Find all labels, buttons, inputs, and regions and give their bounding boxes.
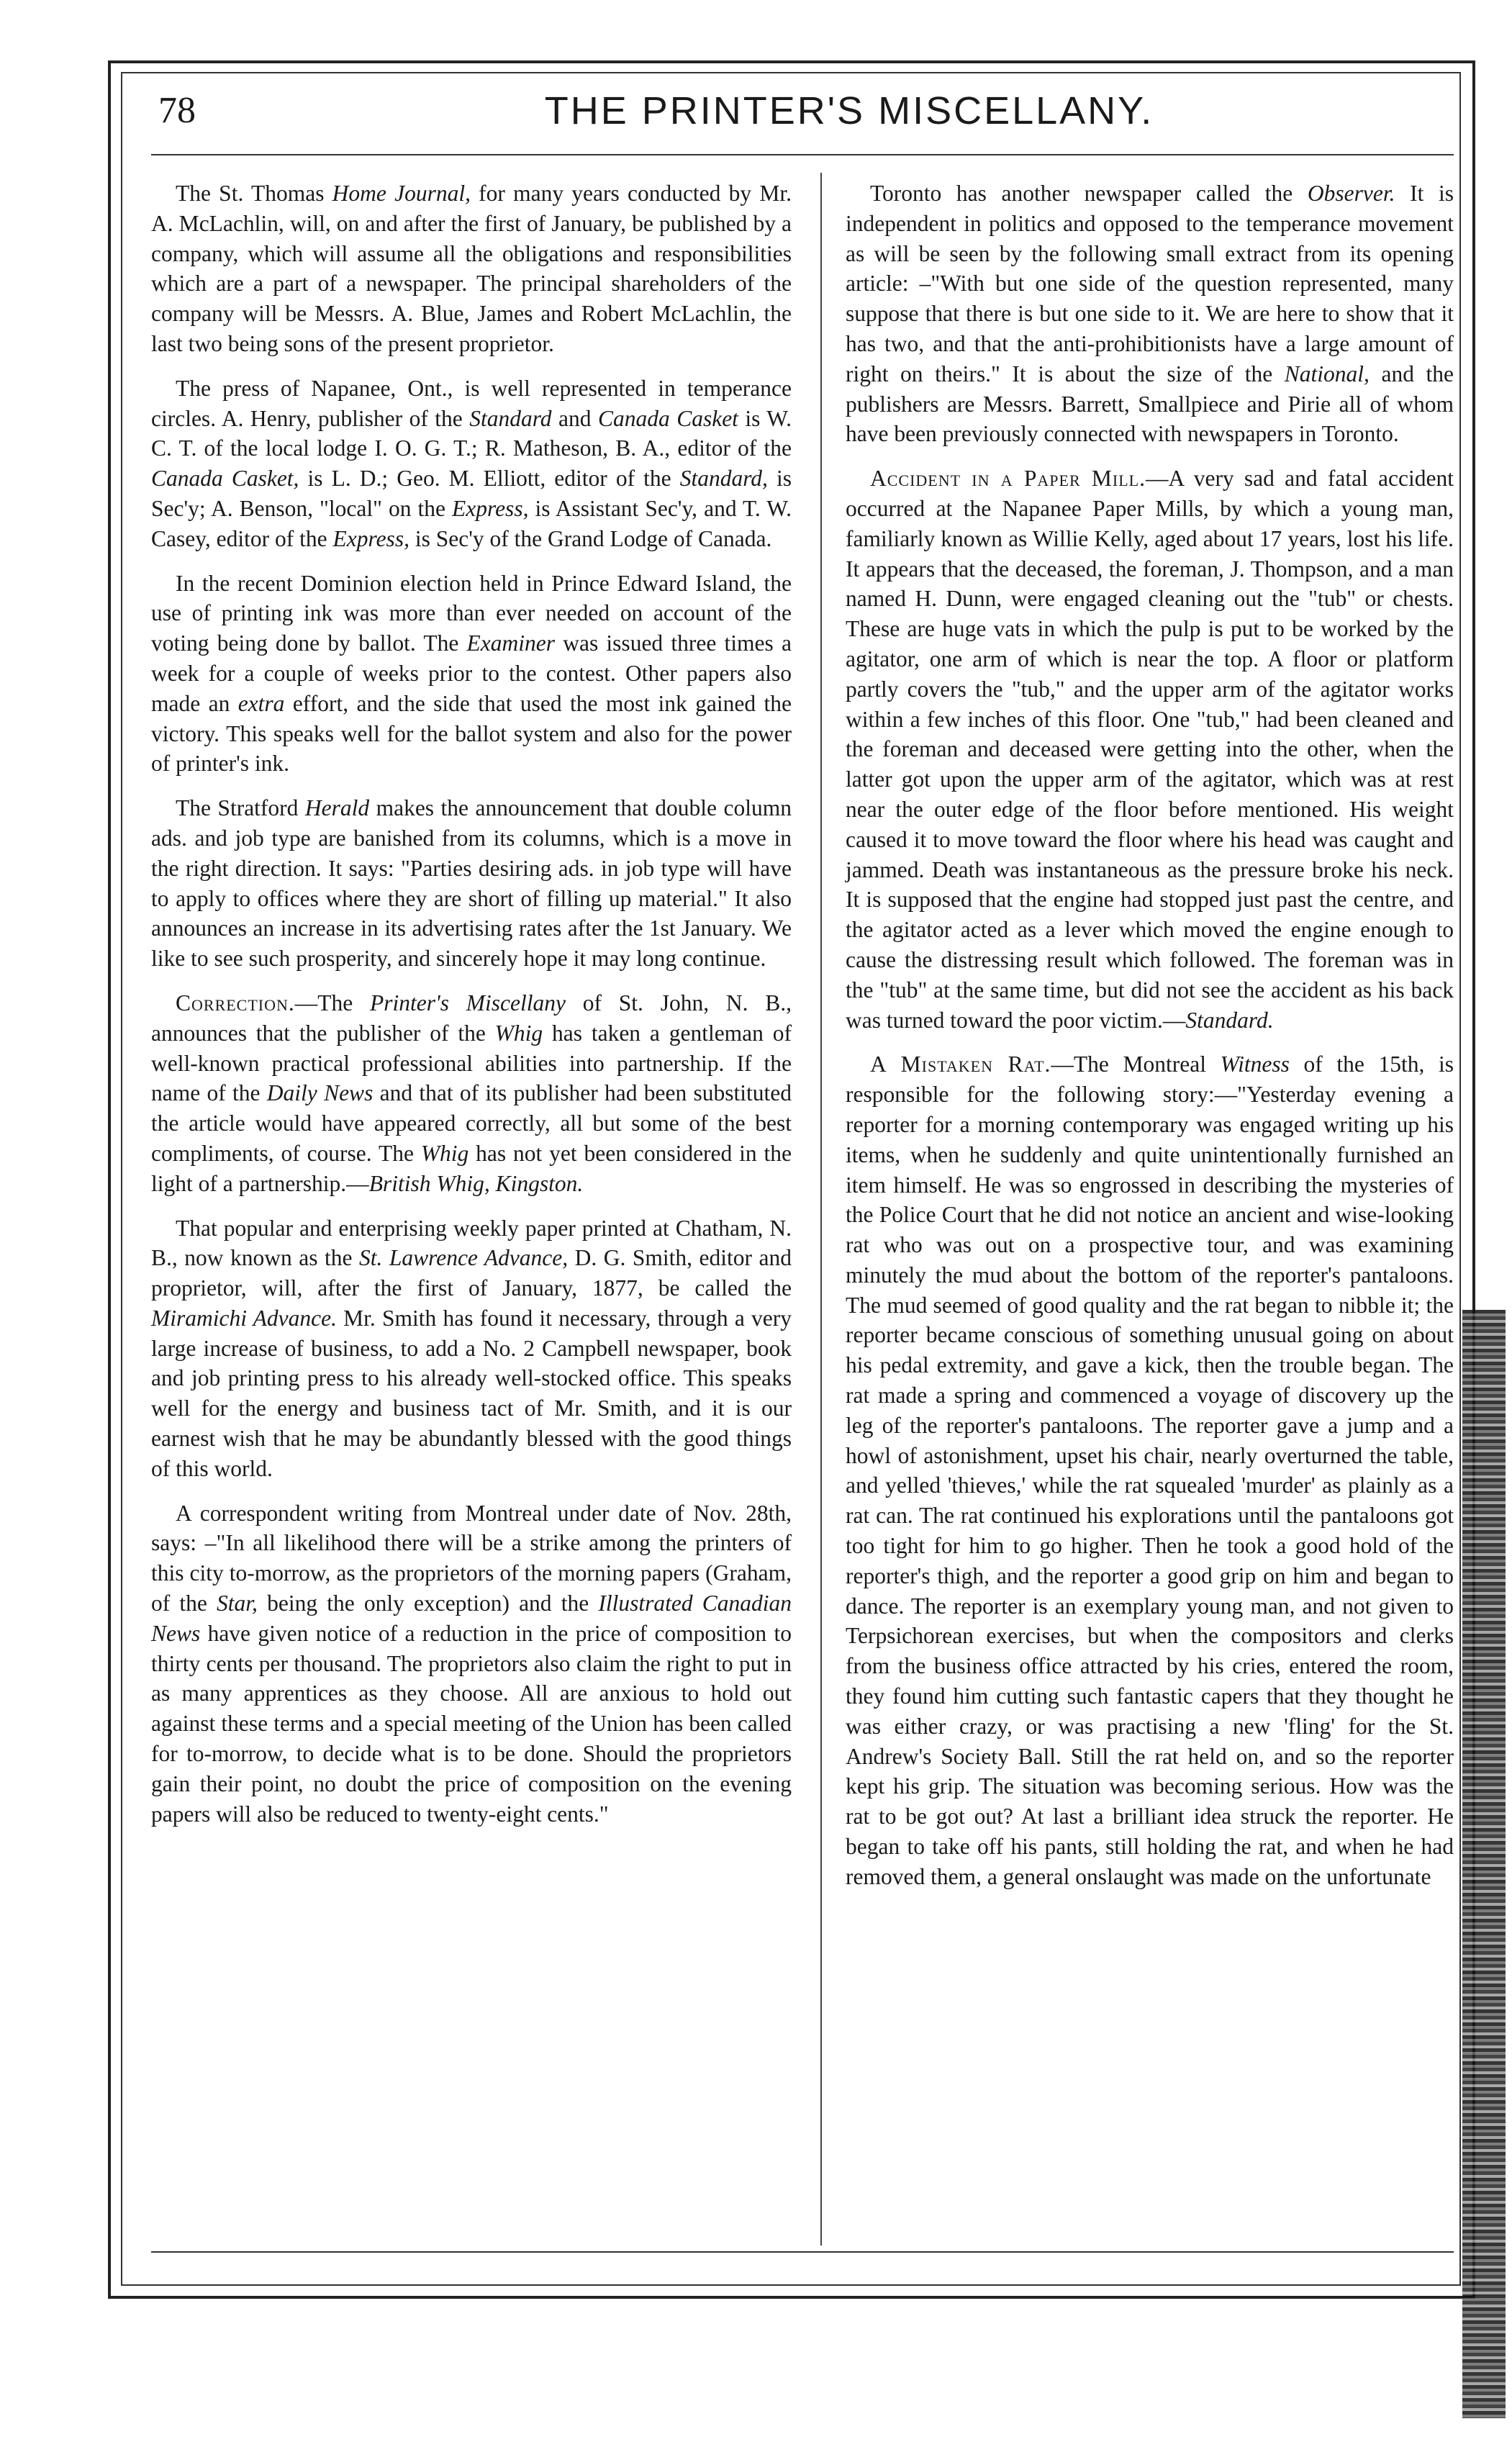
article-paragraph xyxy=(151,1498,792,1829)
text-run: Observer. xyxy=(1307,181,1395,206)
article-paragraph xyxy=(151,374,792,554)
text-run: Whig xyxy=(420,1140,469,1166)
page-number: 78 xyxy=(158,90,196,131)
text-run: Witness xyxy=(1220,1051,1290,1077)
text-run: Standard, xyxy=(679,466,768,492)
article-heading: Correction. xyxy=(176,990,295,1016)
text-run: of St. John, N. B., announces that the publisher of the xyxy=(151,990,792,1046)
text-run: and xyxy=(551,405,598,431)
article-heading: A Mistaken Rat. xyxy=(870,1051,1051,1077)
text-run: have given notice of a reduction in the price of composition to thirty cents per thousand. The proprietors also claim the right to put in as many apprentices as they choose. All are anxious to hold out against these terms and a special meeting of the Union has been called for to-morrow, to decide what is to be done. Should the proprietors gain their point, no doubt the price of composition on the evening papers will also be reduced to twenty-eight cents." xyxy=(151,1620,792,1827)
text-run: —A very sad and fatal accident occurred at the Napanee Paper Mills, by which a young man, familiarly known as Willie Kelly, aged about 17 years, lost his life. It appears that the deceased, the foreman, J. Thompson, and a man named H. Dunn, were engaged cleaning out the "tub" or chests. These are huge vats in which the pulp is put to be worked by the agitator, one arm of which is near the top. A floor or platform partly covers the "tub," and the upper arm of the agitator works within a few inches of this floor. One "tub," had been cleaned and the foreman and deceased were getting into the other, when the latter got upon the upper arm of the agitator, which was at rest near the outer edge of the floor before mentioned. His weight caused it to move toward the floor where his head was caught and jammed. Death was instantaneous as the pressure broke his neck. It is supposed that the engine had stopped just past the centre, and the agitator acted as a lever which moved the engine enough to cause the distressing result which followed. The foreman was in the "tub" at the same time, but did not see the accident as his back was turned toward the poor victim.— xyxy=(846,466,1454,1033)
text-run: A correspondent writing from Montreal under date of Nov. 28th, says: –"In all likelihood there will be a strike among the printers of this city to-morrow, as the proprietors of the morning papers (Graham, of the xyxy=(151,1500,792,1616)
bottom-rule xyxy=(151,2251,1454,2253)
article-paragraph xyxy=(151,988,792,1199)
text-run: That popular and enterprising weekly paper printed at Chatham, N. B., now known as the xyxy=(151,1215,792,1271)
right-column xyxy=(846,178,1454,1907)
text-run: Home Journal, xyxy=(332,181,471,206)
text-run: was issued three times a week for a couple of weeks prior to the contest. Other papers also made an xyxy=(151,630,792,716)
text-run: Canada Casket xyxy=(597,405,738,431)
article-paragraph xyxy=(151,1213,792,1484)
text-run: National, xyxy=(1284,361,1370,386)
article-heading: Accident in a Paper Mill. xyxy=(870,466,1146,492)
text-run: The Stratford xyxy=(176,795,305,821)
text-run: Star, xyxy=(217,1591,258,1616)
text-run: is W. C. T. of the local lodge I. O. G. T.; R. Matheson, B. A., editor of the xyxy=(151,405,792,461)
text-run: and that of its publisher had been substituted the article would have appeared correctly, all but some of the best compliments, of course. The xyxy=(151,1080,792,1166)
text-run: —The Montreal xyxy=(1051,1051,1221,1077)
text-run: extra xyxy=(237,690,285,716)
text-run: is Sec'y; A. Benson, "local" on the xyxy=(151,466,792,521)
text-run: Express, xyxy=(332,525,409,551)
text-run: and the publishers are Messrs. Barrett, Smallpiece and Pirie all of whom have been previously connected with newspapers in Toronto. xyxy=(846,361,1454,447)
text-run: of the 15th, is responsible for the following story:—"Yesterday evening a reporter for a morning contemporary was engaged writing up his items, when he suddenly and quite unintentionally furnished an item himself. He was so engrossed in describing the mysteries of the Police Court that he did not notice an ancient and wise-looking rat who was out on a prospective tour, and was examining minutely the mud about the bottom of the reporter's pantaloons. The mud seemed of good quality and the rat began to nibble it; the reporter became conscious of something unusual going on about his pedal extremity, and gave a kick, then the trouble began. The rat made a spring and commenced a voyage of discovery up the leg of the reporter's pantaloons. The reporter gave a jump and a howl of astonishment, upset his chair, nearly overturned the table, and yelled 'thieves,' while the rat squealed 'murder' as plainly as a rat can. The rat continued his explorations until the pantaloons got too tight for him to go higher. Then he took a good hold of the reporter's thigh, and the reporter a good grip on him and began to dance. The reporter is an exemplary young man, and not given to Terpsichorean exercises, but when the compositors and clerks from the business office attracted by his cries, entered the room, they found him cutting such fantastic capers that they thought he was either crazy, or was practising a new 'fling' for the St. Andrew's Society Ball. Still the rat held on, and so the reporter kept his grip. The situation was becoming serious. How was the rat to be got out? At last a brilliant idea struck the reporter. He began to take off his pants, still holding the rat, and when he had removed them, a general onslaught was made on the unfortunate xyxy=(846,1051,1454,1889)
text-run: makes the announcement that double column ads. and job type are banished from its columns, which is a move in the right direction. It says: "Parties desiring ads. in job type will have to apply to offices where they are short of filling up material." It also announces an increase in its advertising rates after the 1st January. We like to see such prosperity, and sincerely hope it may long continue. xyxy=(151,795,792,972)
article-paragraph xyxy=(846,1049,1454,1891)
text-run: is Sec'y of the Grand Lodge of Canada. xyxy=(409,525,772,551)
text-run: Illustrated Canadian News xyxy=(151,1591,792,1646)
text-run: has taken a gentleman of well-known practical professional abilities into partnership. If the name of the xyxy=(151,1020,792,1106)
text-run: D. G. Smith, editor and proprietor, will, after the first of January, 1877, be called the xyxy=(151,1245,792,1301)
text-run: It is independent in politics and opposed to the temperance movement as will be seen by the following small extract from its opening article: –"With but one side of the question represented, many suppose that there is but one side to it. We are here to show that it has two, and that the anti-prohibitionists have a large amount of right on theirs." It is about the size of the xyxy=(846,181,1454,386)
text-run: being the only exception) and the xyxy=(257,1591,599,1616)
text-run: —The xyxy=(294,990,371,1016)
article-paragraph xyxy=(846,178,1454,449)
scan-edge-shadow xyxy=(1462,1310,1506,2418)
text-run: Herald xyxy=(304,795,370,821)
text-run: Toronto has another newspaper called the xyxy=(870,181,1308,206)
text-run: effort, and the side that used the most ink gained the victory. This speaks well for the ballot system and also for the power of printer's ink. xyxy=(151,690,792,777)
text-run: The St. Thomas xyxy=(176,181,332,206)
text-run: Standard xyxy=(469,405,552,431)
text-run: is Assistant Sec'y, and T. W. Casey, editor of the xyxy=(151,495,792,551)
header-rule xyxy=(151,154,1454,155)
column-divider xyxy=(820,173,822,2245)
text-run: British Whig, Kingston. xyxy=(368,1170,584,1196)
running-title: THE PRINTER'S MISCELLANY. xyxy=(544,89,1154,132)
text-run: is L. D.; Geo. M. Elliott, editor of the xyxy=(299,466,680,492)
text-run: Express, xyxy=(452,495,529,521)
article-paragraph xyxy=(151,569,792,779)
article-paragraph xyxy=(846,463,1454,1035)
text-run: St. Lawrence Advance, xyxy=(358,1245,569,1271)
text-run: for many years conducted by Mr. A. McLachlin, will, on and after the first of January, be published by a company, which will assume all the obligations and responsibilities which are a part of a newspaper. The principal shareholders of the company will be Messrs. A. Blue, James and Robert McLachlin, the last two being sons of the present proprietor. xyxy=(151,181,792,356)
text-run: has not yet been considered in the light of a partnership.— xyxy=(151,1140,792,1196)
text-run: The press of Napanee, Ont., is well represented in temperance circles. A. Henry, publisher of the xyxy=(151,375,792,431)
text-run: Standard. xyxy=(1185,1007,1274,1033)
article-paragraph xyxy=(151,793,792,974)
text-run: Mr. Smith has found it necessary, through a very large increase of business, to add a No. 2 Campbell newspaper, book and job printing press to his already well-stocked office. This speaks well for the energy and business tact of Mr. Smith, and it is our earnest wish that he may be abundantly blessed with the good things of this world. xyxy=(151,1305,792,1481)
text-run: Printer's Miscellany xyxy=(370,990,566,1016)
text-run: Canada Casket, xyxy=(151,466,299,492)
left-column xyxy=(151,178,792,1843)
text-run: Whig xyxy=(494,1020,543,1046)
text-run: Daily News xyxy=(266,1080,374,1106)
text-run: Miramichi Advance. xyxy=(151,1305,337,1331)
article-paragraph xyxy=(151,178,792,359)
text-run: In the recent Dominion election held in Prince Edward Island, the use of printing ink was more than ever needed on account of the voting being done by ballot. The xyxy=(151,570,792,656)
text-run: Examiner xyxy=(466,630,555,656)
